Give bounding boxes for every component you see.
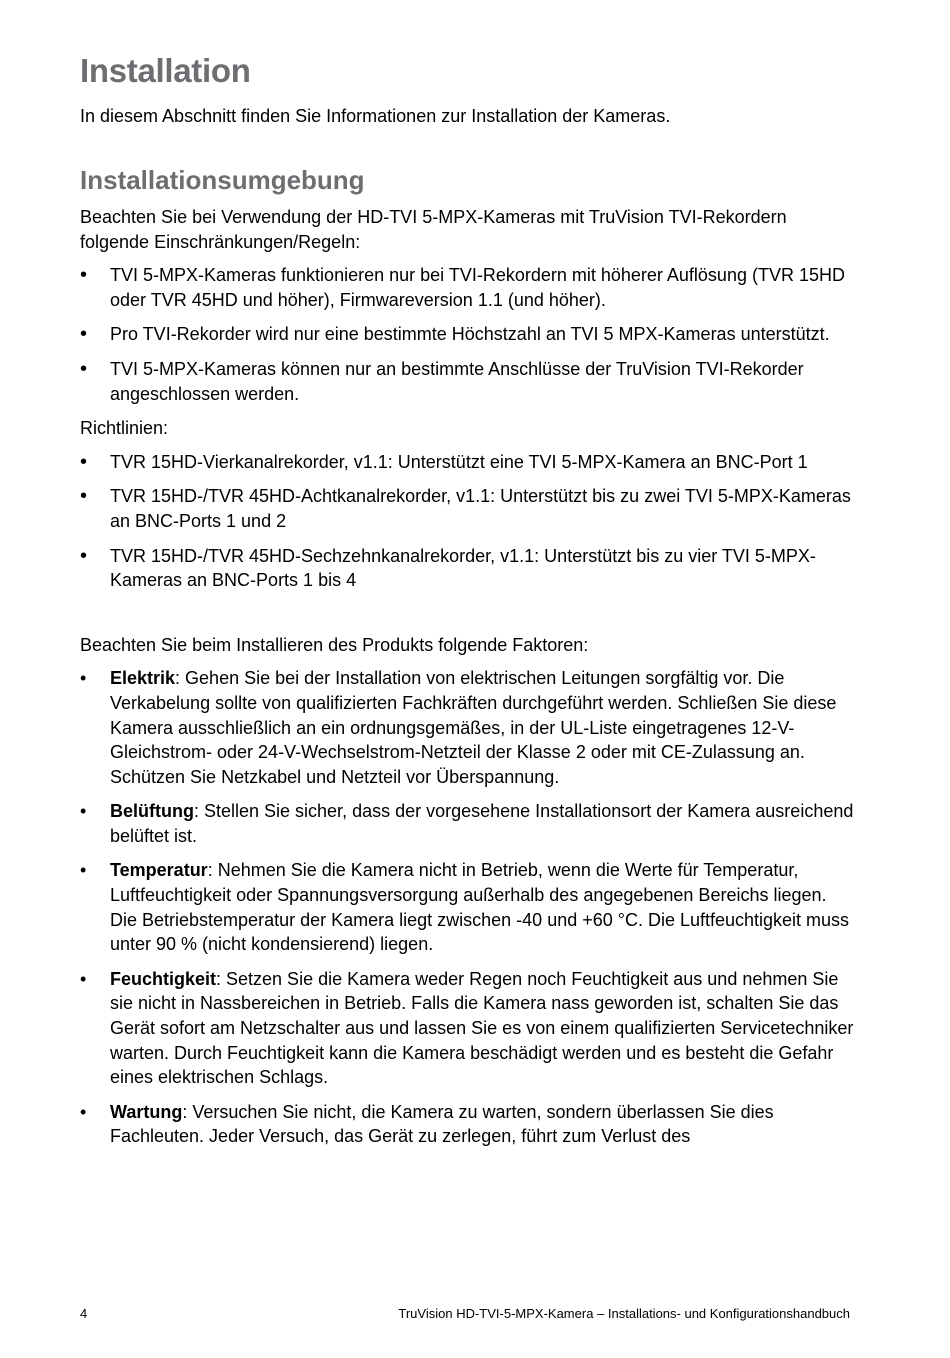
guidelines-label: Richtlinien: — [80, 418, 169, 439]
guidelines-list — [80, 450, 855, 593]
bullet-icon: • — [80, 860, 87, 881]
factor-term: Temperatur — [110, 860, 208, 881]
factor-term: Wartung — [110, 1101, 183, 1122]
factor-term: Belüftung — [110, 801, 194, 822]
page-title: Installation — [80, 52, 251, 89]
restrictions-list — [80, 263, 855, 406]
list-item-text: Pro TVI-Rekorder wird nur eine bestimmte Höchstzahl an TVI 5 MPX-Kameras unterstützt. — [110, 324, 830, 345]
factor-text: : Versuchen Sie nicht, die Kamera zu warten, sondern überlassen Sie dies Fachleuten. Jeder Versuch, das Gerät zu zerlegen, führt zum Verlust des — [110, 1101, 774, 1147]
section-intro-paragraph: Beachten Sie bei Verwendung der HD-TVI 5-MPX-Kameras mit TruVision TVI-Rekordern folgende Einschränkungen/Regeln: — [80, 207, 787, 252]
bullet-icon: • — [80, 450, 88, 473]
list-item — [80, 450, 855, 475]
footer-document-title: TruVision HD-TVI-5-MPX-Kamera – Installations- und Konfigurationshandbuch — [398, 1306, 850, 1321]
list-item — [80, 357, 855, 406]
bullet-icon: • — [80, 357, 88, 380]
factor-term: Feuchtigkeit — [110, 968, 217, 989]
bullet-icon: • — [80, 968, 87, 989]
bullet-icon: • — [80, 264, 88, 287]
list-item — [80, 858, 855, 956]
list-item-text: TVR 15HD-Vierkanalrekorder, v1.1: Unterstützt eine TVI 5-MPX-Kamera an BNC-Port 1 — [110, 451, 808, 472]
factor-text: : Setzen Sie die Kamera weder Regen noch Feuchtigkeit aus und nehmen Sie sie nicht in Nassbereichen in Betrieb. Falls die Kamera nass geworden ist, schalten Sie das Gerät sofort am Netzschalter aus und lassen Sie es von einem qualifizierten Servicetechniker warten. Durch Feuchtigkeit kann die Kamera beschädigt werden und es besteht die Gefahr eines elektrischen Schlags. — [110, 968, 854, 1088]
bullet-icon: • — [80, 485, 88, 508]
bullet-icon: • — [80, 668, 87, 689]
section-heading: Installationsumgebung — [80, 165, 365, 195]
page-number: 4 — [80, 1306, 88, 1321]
factor-term: Elektrik — [110, 668, 176, 689]
bullet-icon: • — [80, 1101, 87, 1122]
spacer — [80, 603, 855, 633]
list-item-text: TVI 5-MPX-Kameras funktionieren nur bei TVI-Rekordern mit höherer Auflösung (TVR 15HD oder TVR 45HD und höher), Firmwareversion 1.1 (und höher). — [110, 265, 845, 310]
list-item — [80, 799, 855, 848]
factor-text: : Nehmen Sie die Kamera nicht in Betrieb, wenn die Werte für Temperatur, Luftfeuchtigkeit oder Spannungsversorgung außerhalb des angegebenen Bereichs liegen. Die Betriebstemperatur der Kamera liegt zwischen -40 und +60 °C. Die Luftfeuchtigkeit muss unter 90 % (nicht kondensierend) liegen. — [110, 860, 850, 955]
list-item — [80, 544, 855, 593]
list-item — [80, 1100, 855, 1149]
bullet-icon: • — [80, 801, 87, 822]
factor-text: : Stellen Sie sicher, dass der vorgesehene Installationsort der Kamera ausreichend belüftet ist. — [110, 801, 854, 846]
list-item — [80, 263, 855, 312]
list-item — [80, 666, 855, 789]
list-item-text: TVR 15HD-/TVR 45HD-Achtkanalrekorder, v1.1: Unterstützt bis zu zwei TVI 5-MPX-Kameras an BNC-Ports 1 und 2 — [110, 486, 851, 531]
list-item — [80, 967, 855, 1090]
factor-text: : Gehen Sie bei der Installation von elektrischen Leitungen sorgfältig vor. Die Verkabelung sollte von qualifizierten Fachkräften durchgeführt werden. Schließen Sie diese Kamera ausschließlich an ein ordnungsgemäßes, in der UL-Liste eingetragenes 12-V-Gleichstrom- oder 24-V-Wechselstrom-Netzteil der Klasse 2 oder mit CE-Zulassung an. Schützen Sie Netzkabel und Netzteil vor Überspannung. — [110, 668, 837, 787]
bullet-icon: • — [80, 323, 88, 346]
factors-list — [80, 666, 855, 1149]
list-item — [80, 322, 855, 347]
list-item-text: TVI 5-MPX-Kameras können nur an bestimmte Anschlüsse der TruVision TVI-Rekorder angeschlossen werden. — [110, 358, 804, 404]
intro-paragraph: In diesem Abschnitt finden Sie Informationen zur Installation der Kameras. — [80, 106, 671, 126]
section-body — [80, 205, 855, 1159]
factors-intro-paragraph: Beachten Sie beim Installieren des Produkts folgende Faktoren: — [80, 634, 589, 655]
bullet-icon: • — [80, 544, 88, 567]
list-item-text: TVR 15HD-/TVR 45HD-Sechzehnkanalrekorder, v1.1: Unterstützt bis zu vier TVI 5-MPX-Kameras an BNC-Ports 1 bis 4 — [110, 545, 816, 591]
list-item — [80, 484, 855, 533]
